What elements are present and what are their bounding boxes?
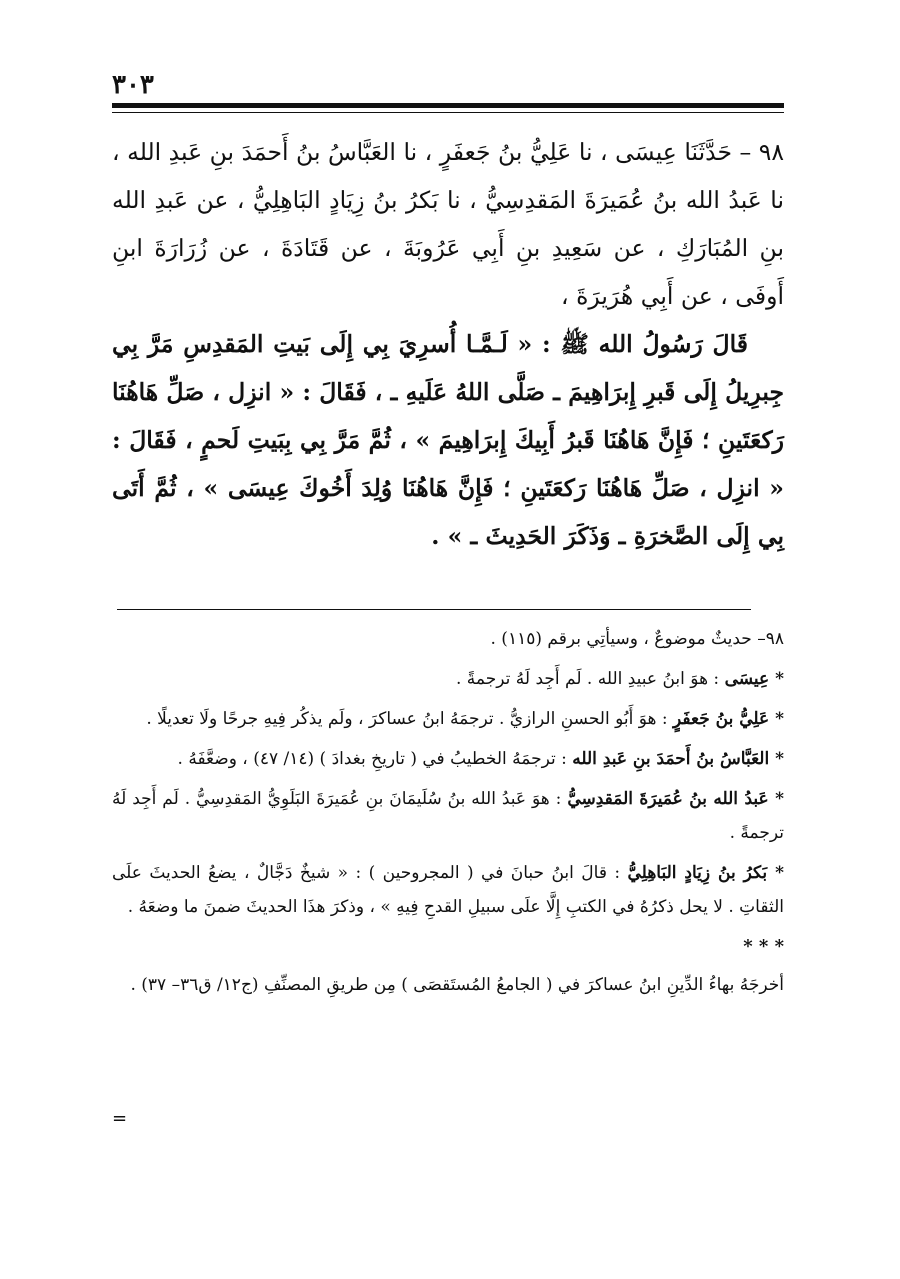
footnote-grading: ٩٨– حديثٌ موضوعٌ ، وسيأتِي برقم (١١٥) .: [490, 629, 784, 649]
continuation-mark: =: [112, 1108, 128, 1129]
narrator-note: : هوَ أَبُو الحسنِ الرازيُّ . ترجمَهُ ابنُ عساكرَ ، ولَم يذكُر فِيهِ جرحًا ولَا تعديلًا .: [146, 709, 674, 729]
hadith-text: قَالَ رَسُولُ الله ﷺ : « لَـمَّـا أُسرِيَ بِي إِلَى بَيتِ المَقدِسِ مَرَّ بِي جِبرِيلُ إِلَى قَبرِ إِبرَاهِيمَ ـ صَلَّى اللهُ عَلَيهِ ـ ، فَقَالَ : « انزِل ، صَلِّ هَاهُنَا رَكعَتَينِ ؛ فَإِنَّ هَاهُنَا قَبرُ أَبِيكَ إِبرَاهِيمَ » ، ثُمَّ مَرَّ بِي بِبَيتِ لَحمٍ ، فَقَالَ : « انزِل ، صَلِّ هَاهُنَا رَكعَتَينِ ؛ فَإِنَّ هَاهُنَا وُلِدَ أَخُوكَ عِيسَى » ، ثُمَّ أَتَى بِي إِلَى الصَّخرَةِ ـ وَذَكَرَ الحَدِيثَ ـ » .: [112, 330, 784, 550]
footnote-separator: [117, 609, 751, 610]
hadith-chain: ٩٨ – حَدَّثَنَا عِيسَى ، نا عَلِيُّ بنُ جَعفَرٍ ، نا العَبَّاسُ بنُ أَحمَدَ بنِ عَبدِ الله ، نا عَبدُ الله بنُ عُمَيرَةَ المَقدِسِيُّ ، نا بَكرُ بنُ زِيَادٍ البَاهِلِيُّ ، عن عَبدِ الله بنِ المُبَارَكِ ، عن سَعِيدِ بنِ أَبِي عَرُوبَةَ ، عن قَتَادَةَ ، عن زُرَارَةَ ابنِ أَوفَى ، عن أَبِي هُرَيرَةَ ،: [112, 138, 784, 310]
main-text: [112, 128, 784, 560]
footnote-narrator: [112, 782, 784, 850]
footnote-takhrij: أخرجَهُ بهاءُ الدِّينِ ابنُ عساكرَ في ( الجامعُ المُستَقصَى ) مِن طريقِ المصنِّفِ (ج١٢/ ق٣٦– ٣٧) .: [130, 975, 784, 995]
footnote-narrator: [112, 856, 784, 924]
footnotes: [112, 622, 784, 1008]
narrator-name: * عِيسَى: [724, 669, 784, 689]
narrator-note: : قالَ ابنُ حبانَ في ( المجروحين ) : « شيخٌ دَجَّالٌ ، يضعُ الحديثَ علَى الثقاتِ . لا يحل ذكرُهُ في الكتبِ إِلَّا علَى سبيلِ القدحِ فِيهِ » ، وذكرَ هذَا الحديثَ ضمنَ ما وضعَهُ .: [112, 863, 784, 917]
narrator-note: : هوَ عَبدُ الله بنُ سُلَيمَانَ بنِ عُمَيرَةَ البَلَوِيُّ المَقدِسِيُّ . لَم أَجِد لَهُ ترجمةً .: [112, 789, 784, 843]
page-number: ٣٠٣: [112, 70, 154, 100]
narrator-name: * عَبدُ الله بنُ عُمَيرَةَ المَقدِسِيُّ: [567, 789, 784, 809]
section-stars: * * *: [743, 936, 784, 957]
narrator-name: * العَبَّاسُ بنُ أَحمَدَ بنِ عَبدِ الله: [572, 749, 784, 769]
narrator-note: : ترجمَهُ الخطيبُ في ( تاريخِ بغدادَ ) (١٤/ ٤٧) ، وضعَّفَهُ .: [177, 749, 573, 769]
narrator-name: * بَكرُ بنُ زِيَادٍ البَاهِلِيُّ: [627, 863, 784, 883]
footnote-narrator: [112, 702, 784, 736]
footnote-narrator: [112, 662, 784, 696]
footnote-narrator: [112, 742, 784, 776]
narrator-name: * عَلِيُّ بنُ جَعفَرٍ: [673, 709, 784, 729]
header-rule-thick: [112, 103, 784, 108]
header-rule-thin: [112, 112, 784, 113]
narrator-note: : هوَ ابنُ عبيدِ الله . لَم أَجِد لَهُ ترجمةً .: [455, 669, 725, 689]
